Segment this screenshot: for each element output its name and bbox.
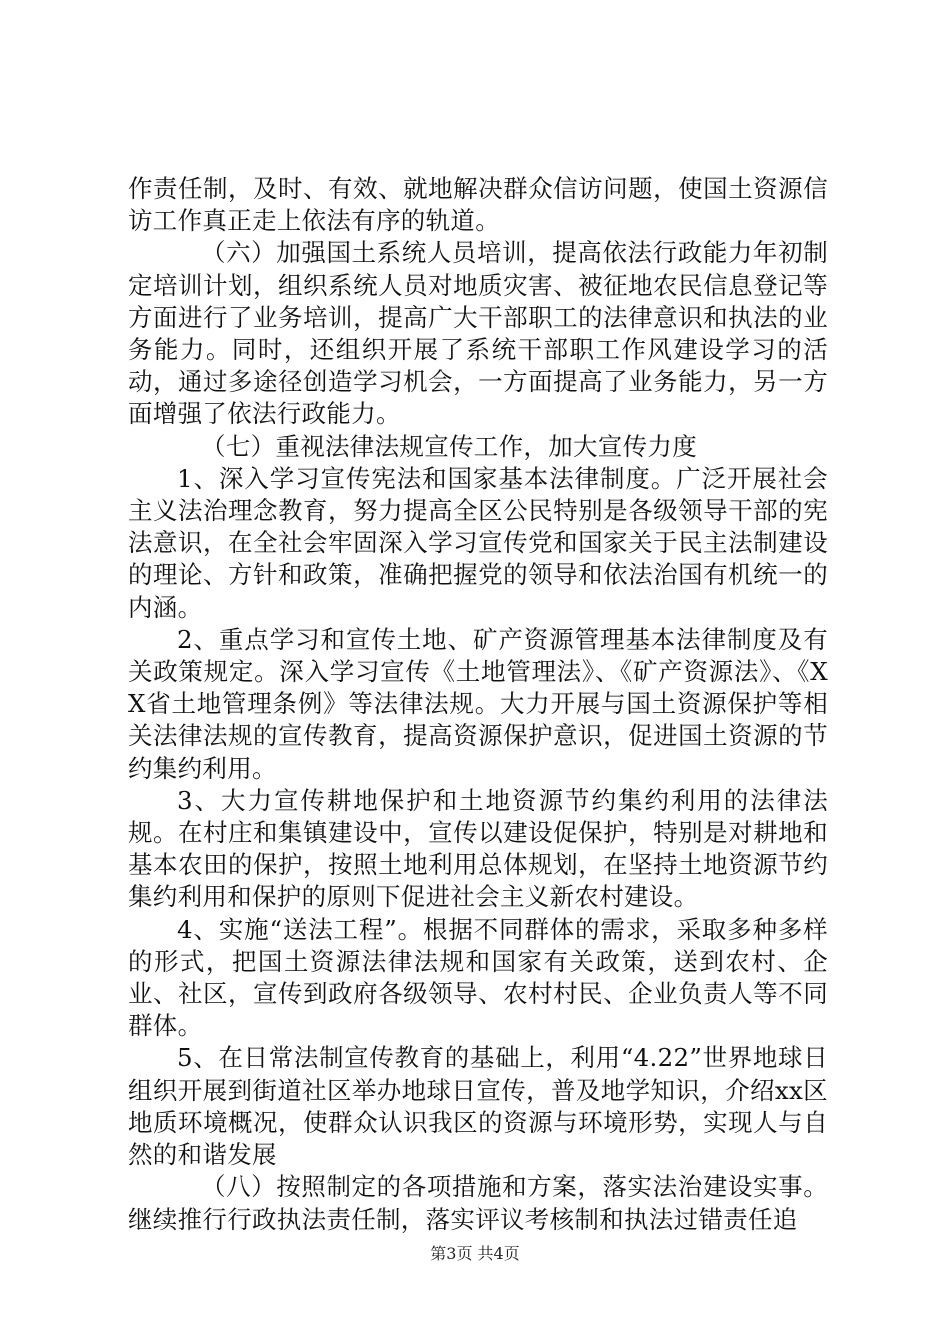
paragraph-item-3: 3、大力宣传耕地保护和土地资源节约集约利用的法律法规。在村庄和集镇建设中，宣传以建设促保护，特别是对耕地和基本农田的保护，按照土地利用总体规划，在坚持土地资源节约集约利用和保护的原则下促进社会主义新农村建设。 [128,785,828,912]
paragraph-section-6: （六）加强国土系统人员培训，提高依法行政能力年初制定培训计划，组织系统人员对地质灾害、被征地农民信息登记等方面进行了业务培训，提高广大干部职工的法律意识和执法的业务能力。同时，还组织开展了系统干部职工作风建设学习的活动，通过多途径创造学习机会，一方面提高了业务能力，另一方面增强了依法行政能力。 [128,238,828,429]
paragraph-continuation: 作责任制，及时、有效、就地解决群众信访问题，使国土资源信访工作真正走上依法有序的轨道。 [128,174,828,236]
paragraph-item-5: 5、在日常法制宣传教育的基础上，利用“4.22”世界地球日组织开展到街道社区举办地球日宣传，普及地学知识，介绍xx区地质环境概况，使群众认识我区的资源与环境形势，实现人与自然的和谐发展 [128,1043,828,1170]
page-number-footer: 第3页 共4页 [430,1244,520,1263]
paragraph-section-7-heading: （七）重视法律法规宣传工作，加大宣传力度 [201,431,697,461]
paragraph-item-2: 2、重点学习和宣传土地、矿产资源管理基本法律制度及有关政策规定。深入学习宣传《土地管理法》、《矿产资源法》、《XX省土地管理条例》等法律法规。大力开展与国土资源保护等相关法律法规的宣传教育，提高资源保护意识，促进国土资源的节约集约利用。 [128,624,828,783]
paragraph-item-1: 1、深入学习宣传宪法和国家基本法律制度。广泛开展社会主义法治理念教育，努力提高全区公民特别是各级领导干部的宪法意识，在全社会牢固深入学习宣传党和国家关于民主法制建设的理论、方针和政策，准确把握党的领导和依法治国有机统一的内涵。 [128,463,828,622]
paragraph-item-4: 4、实施“送法工程”。根据不同群体的需求，采取多种多样的形式，把国土资源法律法规和国家有关政策，送到农村、企业、社区，宣传到政府各级领导、农村村民、企业负责人等不同群体。 [128,914,828,1041]
document-body [128,173,828,1236]
paragraph-section-8: （八）按照制定的各项措施和方案，落实法治建设实事。继续推行行政执法责任制，落实评议考核制和执法过错责任追 [128,1172,828,1234]
